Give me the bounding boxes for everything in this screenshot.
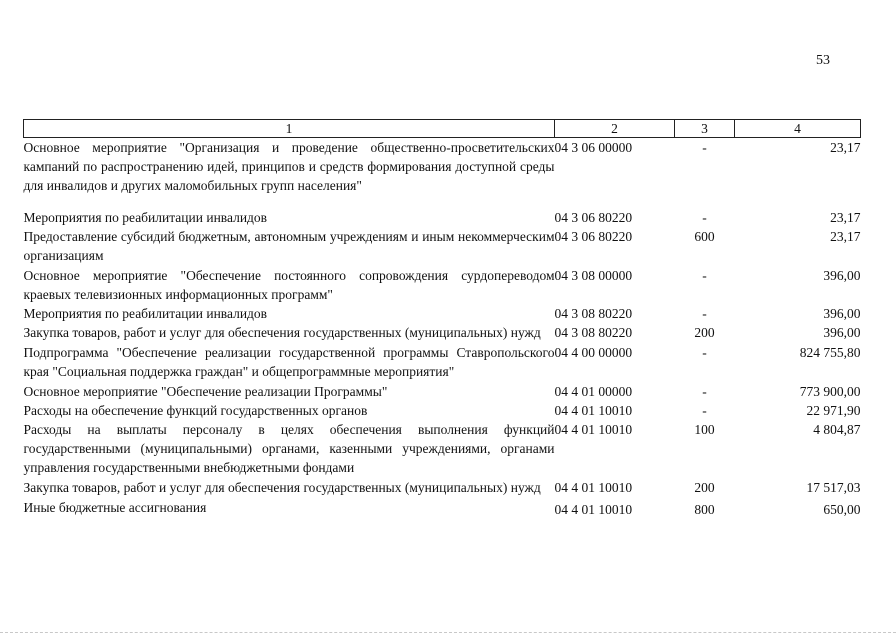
row-amount: 824 755,80 <box>799 345 861 360</box>
header-row <box>24 120 861 138</box>
row-code: 04 4 00 00000 <box>554 345 633 360</box>
table-row <box>24 138 861 209</box>
table-row <box>24 382 861 401</box>
table-row <box>24 304 861 323</box>
header-col-2: 2 <box>555 120 675 138</box>
row-name: Основное мероприятие "Обеспечение постоянного сопровождения сурдопереводом краевых телевизионных информационных программ" <box>23 268 555 302</box>
header-col-3: 3 <box>675 120 735 138</box>
row-code: 04 3 08 00000 <box>554 268 633 283</box>
row-name: Подпрограмма "Обеспечение реализации государственной программы Ставропольского края "Социальная поддержка граждан" и общепрограммные мероприятия" <box>23 345 555 379</box>
row-vr: - <box>702 306 707 321</box>
row-vr: - <box>702 140 707 155</box>
row-code: 04 4 01 10010 <box>554 403 633 418</box>
row-vr: - <box>702 210 707 225</box>
row-name: Основное мероприятие "Обеспечение реализации Программы" <box>23 384 388 399</box>
table-row <box>24 498 861 519</box>
row-amount: 22 971,90 <box>806 403 861 418</box>
row-name: Мероприятия по реабилитации инвалидов <box>23 210 268 225</box>
row-amount: 23,17 <box>830 140 861 155</box>
row-amount: 4 804,87 <box>813 422 861 437</box>
table-row <box>24 266 861 304</box>
row-amount: 396,00 <box>823 268 861 283</box>
row-vr: 200 <box>694 480 715 495</box>
row-code: 04 3 08 80220 <box>554 325 633 340</box>
row-code: 04 4 01 00000 <box>554 384 633 399</box>
row-amount: 396,00 <box>823 325 861 340</box>
row-vr: - <box>702 268 707 283</box>
budget-table <box>23 119 861 519</box>
row-vr: 800 <box>694 502 715 517</box>
table-row <box>24 401 861 420</box>
row-amount: 396,00 <box>823 306 861 321</box>
header-col-1: 1 <box>24 120 555 138</box>
row-name: Расходы на обеспечение функций государственных органов <box>23 403 368 418</box>
row-amount: 23,17 <box>830 210 861 225</box>
row-amount: 650,00 <box>823 502 861 517</box>
row-name: Основное мероприятие "Организация и проведение общественно-просветительских кампаний по распространению идей, принципов и средств формирования доступной среды для инвалидов и других маломобильных групп населения" <box>23 140 555 193</box>
row-name: Закупка товаров, работ и услуг для обеспечения государственных (муниципальных) нужд <box>23 480 541 495</box>
row-vr: 200 <box>694 325 715 340</box>
row-name: Закупка товаров, работ и услуг для обеспечения государственных (муниципальных) нужд <box>23 325 541 340</box>
row-code: 04 3 06 00000 <box>554 140 633 155</box>
row-vr: - <box>702 345 707 360</box>
row-code: 04 4 01 10010 <box>554 502 633 517</box>
table-row <box>24 420 861 478</box>
row-vr: - <box>702 384 707 399</box>
row-name: Расходы на выплаты персоналу в целях обеспечения выполнения функций государственными (муниципальными) органами, казенными учреждениями, органами управления государственными внебюджетными фондами <box>23 422 555 475</box>
row-name: Предоставление субсидий бюджетным, автономным учреждениям и иным некоммерческим организациям <box>23 229 555 263</box>
header-col-4: 4 <box>735 120 861 138</box>
row-name: Иные бюджетные ассигнования <box>23 500 207 515</box>
table-header <box>24 120 861 138</box>
table-row <box>24 343 861 382</box>
row-code: 04 3 06 80220 <box>554 210 633 225</box>
row-amount: 23,17 <box>830 229 861 244</box>
row-vr: - <box>702 403 707 418</box>
row-code: 04 4 01 10010 <box>554 422 633 437</box>
row-code: 04 3 08 80220 <box>554 306 633 321</box>
table-row <box>24 208 861 227</box>
row-vr: 100 <box>694 422 715 437</box>
scan-edge-line <box>0 632 896 633</box>
table-row <box>24 323 861 343</box>
page-number: 53 <box>816 53 830 68</box>
row-code: 04 4 01 10010 <box>554 480 633 495</box>
row-amount: 17 517,03 <box>806 480 861 495</box>
row-vr: 600 <box>694 229 715 244</box>
row-amount: 773 900,00 <box>799 384 861 399</box>
row-code: 04 3 06 80220 <box>554 229 633 244</box>
table-row <box>24 478 861 498</box>
table-row <box>24 227 861 266</box>
row-name: Мероприятия по реабилитации инвалидов <box>23 306 268 321</box>
table-body <box>24 138 861 520</box>
